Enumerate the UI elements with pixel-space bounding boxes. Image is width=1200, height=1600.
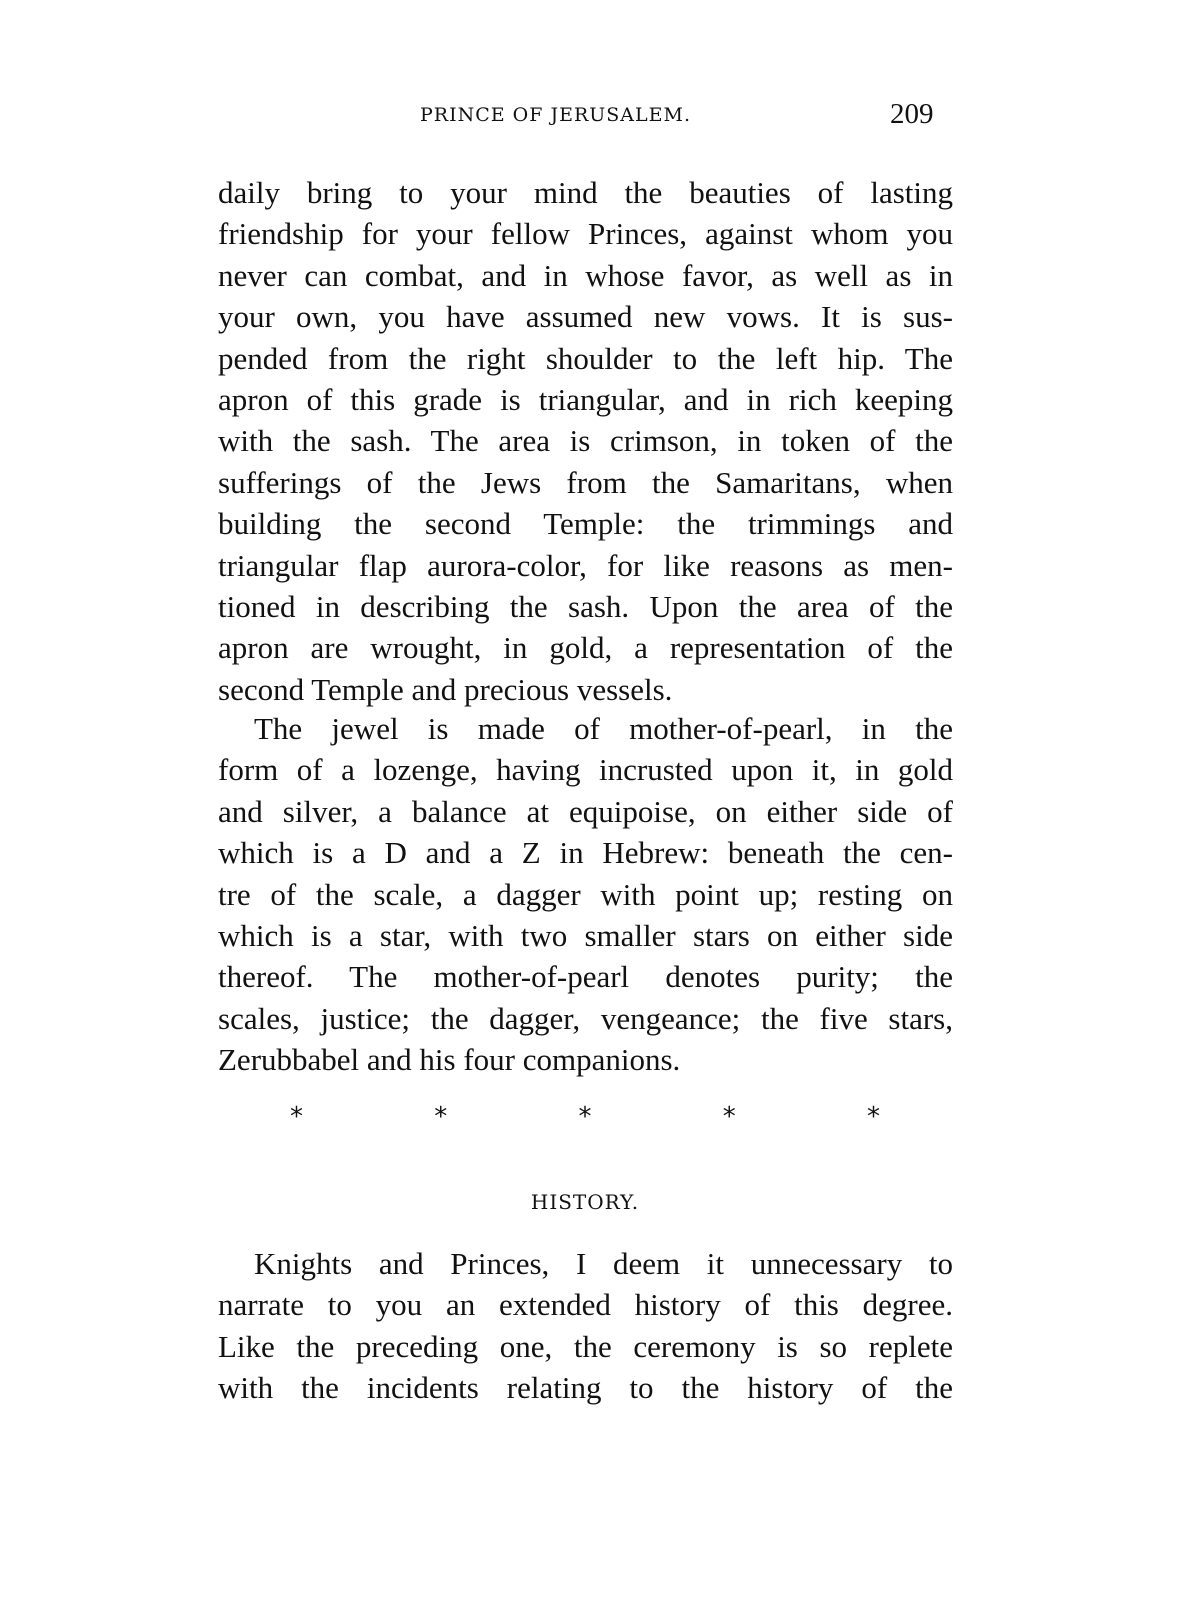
text-line: second Temple and precious vessels. <box>218 671 673 707</box>
text-line: Zerubbabel and his four companions. <box>218 1042 681 1078</box>
text-line: triangular flap aurora-color, for like reasons as men- <box>218 547 953 583</box>
text-line: your own, you have assumed new vows. It is sus- <box>218 299 953 335</box>
text-line: sufferings of the Jews from the Samaritans, when <box>218 464 953 500</box>
text-line: which is a D and a Z in Hebrew: beneath the cen- <box>218 835 953 871</box>
text-line: tre of the scale, a dagger with point up; resting on <box>218 876 953 912</box>
paragraph-history <box>218 1243 953 1409</box>
text-line: and silver, a balance at equipoise, on either side of <box>218 793 953 829</box>
running-head-title: PRINCE OF JERUSALEM. <box>420 104 691 126</box>
asterisk-ornament: * <box>578 1102 592 1132</box>
text-line: which is a star, with two smaller stars on either side <box>218 917 953 953</box>
section-heading-history: HISTORY. <box>530 1190 640 1214</box>
asterisk-ornament: * <box>867 1102 880 1132</box>
text-line: pended from the right shoulder to the left hip. The <box>218 340 953 376</box>
text-line: scales, justice; the dagger, vengeance; the five stars, <box>218 1000 953 1036</box>
text-line: building the second Temple: the trimmings and <box>218 506 953 542</box>
asterisk-ornament: * <box>290 1102 303 1132</box>
section-break-asterisks <box>290 1102 880 1132</box>
text-line: apron are wrought, in gold, a representation of the <box>218 630 953 666</box>
asterisk-ornament: * <box>434 1102 448 1132</box>
text-line: The jewel is made of mother-of-pearl, in the <box>254 711 953 746</box>
text-line: daily bring to your mind the beauties of lasting <box>218 175 953 210</box>
text-line: thereof. The mother-of-pearl denotes purity; the <box>218 959 953 995</box>
text-line: apron of this grade is triangular, and in rich keeping <box>218 381 953 417</box>
asterisk-ornament: * <box>722 1102 736 1132</box>
text-line: friendship for your fellow Princes, against whom you <box>218 216 953 252</box>
paragraph-jewel <box>218 708 953 1081</box>
text-line: never can combat, and in whose favor, as well as in <box>218 257 953 293</box>
text-line: with the incidents relating to the history of the <box>218 1370 953 1406</box>
page-number: 209 <box>890 98 934 130</box>
text-line: Like the preceding one, the ceremony is so replete <box>218 1328 953 1364</box>
text-line: Knights and Princes, I deem it unnecessary to <box>254 1246 953 1281</box>
paragraph-sash-and-apron <box>218 172 953 710</box>
text-line: with the sash. The area is crimson, in token of the <box>218 423 953 459</box>
text-line: form of a lozenge, having incrusted upon it, in gold <box>218 752 953 788</box>
text-line: narrate to you an extended history of this degree. <box>218 1287 953 1323</box>
text-line: tioned in describing the sash. Upon the area of the <box>218 588 953 624</box>
